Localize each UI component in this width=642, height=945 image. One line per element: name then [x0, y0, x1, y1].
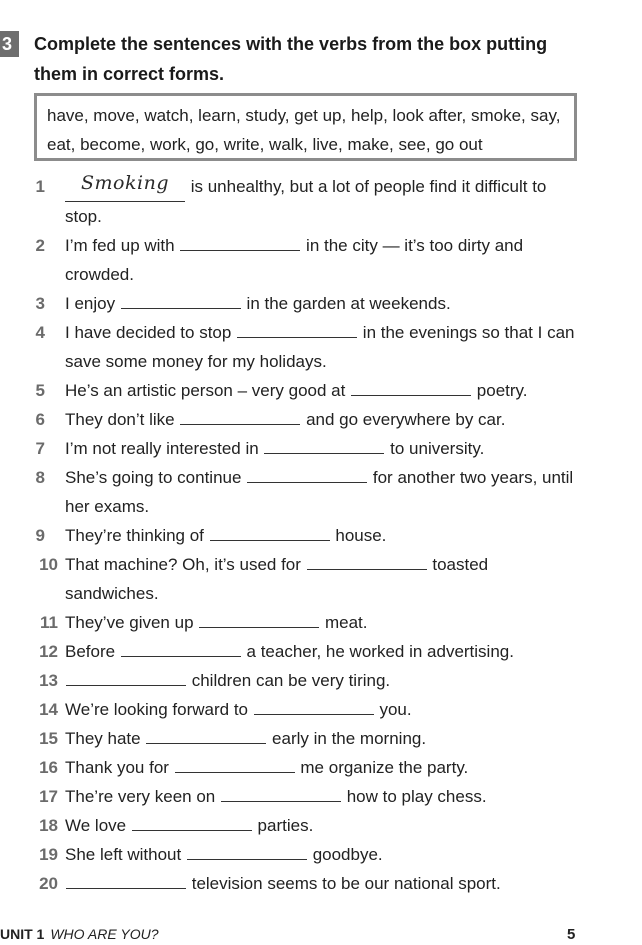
- sentence-item: [0, 782, 642, 811]
- answer-blank[interactable]: [199, 610, 319, 628]
- item-number: 2: [35, 236, 45, 255]
- answer-blank[interactable]: [210, 523, 330, 541]
- sentence-before: They don’t like: [65, 410, 180, 429]
- sentence-item: [0, 434, 642, 463]
- answer-blank[interactable]: [121, 639, 241, 657]
- sentence-text: [65, 608, 585, 637]
- answer-blank[interactable]: [66, 668, 186, 686]
- sentence-text: [65, 666, 585, 695]
- item-number: 20: [39, 874, 58, 893]
- exercise-number: 3: [0, 31, 19, 57]
- answer-blank[interactable]: [121, 291, 241, 309]
- sentence-text: [65, 318, 585, 376]
- sentence-item: [0, 695, 642, 724]
- sentence-item: [0, 724, 642, 753]
- answer-blank[interactable]: [237, 320, 357, 338]
- sentence-after: house.: [330, 526, 387, 545]
- sentence-after: meat.: [320, 613, 368, 632]
- sentence-after: toasted sandwiches.: [65, 555, 489, 603]
- sentence-before: They’ve given up: [65, 613, 199, 632]
- sentence-after: is unhealthy, but a lot of people find it difficult to stop.: [65, 177, 547, 226]
- sentence-item: [0, 608, 642, 637]
- sentence-item: [0, 869, 642, 898]
- item-number: 7: [35, 439, 45, 458]
- answer-blank[interactable]: [351, 378, 471, 396]
- sentence-before: I’m not really interested in: [65, 439, 264, 458]
- unit-title: WHO ARE YOU?: [50, 926, 159, 942]
- sentence-text: [65, 782, 585, 811]
- answer-blank[interactable]: [264, 436, 384, 454]
- unit-label: UNIT 1: [0, 926, 45, 942]
- sentence-text: [65, 724, 585, 753]
- sentence-after: a teacher, he worked in advertising.: [241, 642, 514, 661]
- answer-blank[interactable]: [180, 233, 300, 251]
- item-number: 3: [35, 294, 45, 313]
- sentence-text: [65, 231, 585, 289]
- sentence-before: Thank you for: [65, 758, 174, 777]
- sentence-item: [0, 172, 642, 231]
- item-number: 18: [39, 816, 58, 835]
- sentence-after: me organize the party.: [295, 758, 469, 777]
- answer-blank[interactable]: [221, 784, 341, 802]
- sentence-after: you.: [374, 700, 412, 719]
- item-number: 16: [39, 758, 58, 777]
- sentence-text: [65, 172, 585, 231]
- item-number: 12: [39, 642, 58, 661]
- answer-blank[interactable]: [180, 407, 300, 425]
- sentence-item: [0, 405, 642, 434]
- sentence-text: [65, 753, 585, 782]
- verb-box: have, move, watch, learn, study, get up, help, look after, smoke, say, eat, become, work, go, write, walk, live, make, see, go out: [34, 93, 577, 161]
- sentence-text: [65, 289, 585, 318]
- sentence-text: [65, 521, 585, 550]
- item-number: 5: [35, 381, 45, 400]
- item-number: 9: [35, 526, 45, 545]
- sentence-after: early in the morning.: [267, 729, 427, 748]
- sentence-text: [65, 840, 585, 869]
- item-number: 15: [39, 729, 58, 748]
- sentence-before: I’m fed up with: [65, 236, 180, 255]
- sentence-item: [0, 521, 642, 550]
- sentence-text: [65, 811, 585, 840]
- sentence-item: [0, 463, 642, 521]
- answer-blank[interactable]: [254, 697, 374, 715]
- sentence-item: [0, 289, 642, 318]
- answer-blank[interactable]: [146, 726, 266, 744]
- sentence-item: [0, 753, 642, 782]
- item-number: 6: [35, 410, 45, 429]
- sentence-text: [65, 405, 585, 434]
- sentence-after: parties.: [252, 816, 314, 835]
- sentence-list: [0, 172, 642, 898]
- answer-blank[interactable]: [307, 552, 427, 570]
- item-number: 19: [39, 845, 58, 864]
- answer-blank[interactable]: [132, 813, 252, 831]
- sentence-before: She left without: [65, 845, 186, 864]
- sentence-before: I have decided to stop: [65, 323, 237, 342]
- sentence-before: I enjoy: [65, 294, 120, 313]
- handwritten-answer: Smoking: [81, 172, 169, 194]
- sentence-item: [0, 811, 642, 840]
- sentence-after: and go everywhere by car.: [301, 410, 506, 429]
- sentence-text: [65, 434, 585, 463]
- sentence-item: [0, 376, 642, 405]
- exercise-instruction: Complete the sentences with the verbs from the box putting them in correct forms.: [34, 34, 548, 84]
- item-number: 14: [39, 700, 58, 719]
- item-number: 17: [39, 787, 58, 806]
- item-number: 8: [35, 468, 45, 487]
- item-number: 1: [35, 177, 45, 196]
- answer-blank[interactable]: [66, 871, 186, 889]
- sentence-before: The’re very keen on: [65, 787, 220, 806]
- answer-blank[interactable]: [175, 755, 295, 773]
- sentence-before: That machine? Oh, it’s used for: [65, 555, 306, 574]
- item-number: 13: [39, 671, 58, 690]
- sentence-before: We love: [65, 816, 131, 835]
- sentence-item: [0, 840, 642, 869]
- item-number: 4: [35, 323, 45, 342]
- sentence-item: [0, 637, 642, 666]
- sentence-item: [0, 550, 642, 608]
- sentence-before: They hate: [65, 729, 146, 748]
- footer-unit: [0, 926, 158, 942]
- sentence-item: [0, 231, 642, 289]
- sentence-after: poetry.: [472, 381, 528, 400]
- item-number: 10: [39, 555, 58, 574]
- sentence-text: [65, 869, 585, 898]
- sentence-text: [65, 463, 585, 521]
- sentence-after: children can be very tiring.: [187, 671, 391, 690]
- sentence-after: in the evenings so that I can save some money for my holidays.: [65, 323, 575, 371]
- sentence-after: television seems to be our national sport.: [187, 874, 501, 893]
- sentence-after: in the garden at weekends.: [241, 294, 451, 313]
- answer-blank[interactable]: [247, 465, 367, 483]
- sentence-before: She’s going to continue: [65, 468, 247, 487]
- sentence-after: to university.: [385, 439, 485, 458]
- sentence-after: goodbye.: [307, 845, 383, 864]
- sentence-text: [65, 550, 585, 608]
- sentence-text: [65, 637, 585, 666]
- sentence-item: [0, 666, 642, 695]
- answer-blank[interactable]: [187, 842, 307, 860]
- sentence-before: They’re thinking of: [65, 526, 209, 545]
- sentence-before: Before: [65, 642, 120, 661]
- sentence-text: [65, 376, 585, 405]
- sentence-after: in the city — it’s too dirty and crowded.: [65, 236, 524, 284]
- sentence-after: for another two years, until her exams.: [65, 468, 574, 516]
- answer-blank-filled[interactable]: [65, 172, 185, 202]
- sentence-before: He’s an artistic person – very good at: [65, 381, 351, 400]
- sentence-text: [65, 695, 585, 724]
- sentence-after: how to play chess.: [341, 787, 487, 806]
- sentence-before: We’re looking forward to: [65, 700, 253, 719]
- page-number: 5: [567, 926, 576, 943]
- item-number: 11: [40, 613, 58, 632]
- sentence-item: [0, 318, 642, 376]
